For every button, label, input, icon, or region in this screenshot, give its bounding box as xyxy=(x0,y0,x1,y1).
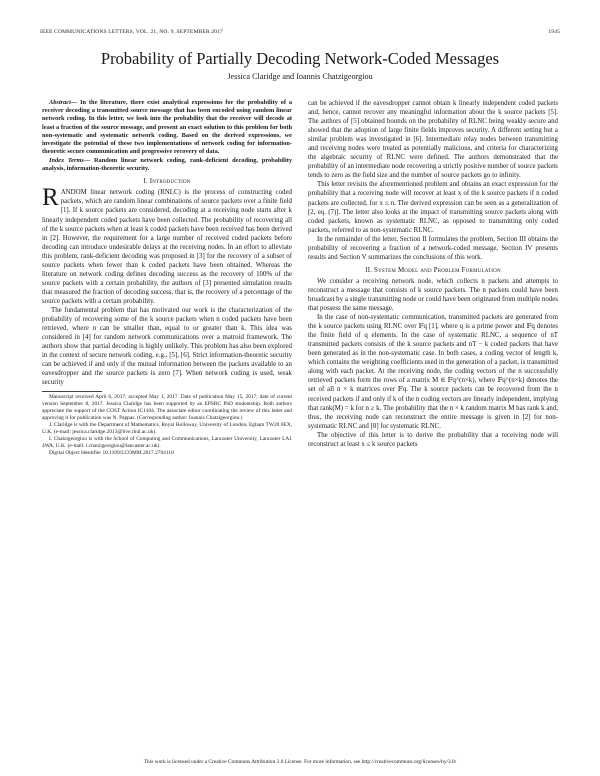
intro-paragraph-1 xyxy=(42,184,292,306)
abstract-lead: Abstract xyxy=(49,99,71,106)
running-header xyxy=(40,29,560,35)
footnote-author-claridge: J. Claridge is with the Department of Mathematics, Royal Holloway, University of London, Egham TW20 0EX, U.K. (e-mail: jessica.claridge.2013@live.rhul.ac.uk). xyxy=(42,422,292,435)
footnote-doi: Digital Object Identifier 10.1109/LCOMM.2017.2704110 xyxy=(49,449,174,456)
index-terms-lead: Index Terms xyxy=(49,156,84,164)
license-notice: This work is licensed under a Creative Commons Attribution 3.0 License. For more information, see http://creativecommons.org/licenses/by/3.0/ xyxy=(143,759,457,765)
paper-title: Probability of Partially Decoding Network-Coded Messages xyxy=(100,49,500,68)
index-terms xyxy=(42,157,292,173)
page-number: 1945 xyxy=(548,29,560,35)
left-column xyxy=(42,99,292,457)
system-paragraph-1: We consider a receiving network node, which collects n packets and attempts to reconstruct a message that consists of k source packets. The n packets could have been broadcast by a single transmitting node or could have been originated from multiple nodes that possess the same message. xyxy=(308,277,558,313)
drop-cap: R xyxy=(42,184,59,212)
intro-paragraph-2: The fundamental problem that has motivated our work is the characterization of the probability of recovering some of the k source packets when n coded packets have been retrieved, where n can be smaller than, equal to or greater than k. This idea was considered in [4] for random network communications over a matroid framework. The authors show that partial decoding is highly unlikely. This problem has also been explored in the context of secure network coding, e.g., [5], [6]. Strict information-theoretic security can be achieved if and only if the mutual information between the packets available to an eavesdropper and the source packets is zero [7]. When network coding is used, weak security xyxy=(42,306,292,387)
system-paragraph-3: The objective of this letter is to derive the probability that a receiving node will reconstruct at least x ≤ k source packets xyxy=(308,431,558,448)
intro-paragraph-4: This letter revisits the aforementioned problem and obtains an exact expression for the probability that a receiving node will recover at least x of the k source packets if n coded packets are collected, for x ≤ n. The derived expression can be seen as a generalization of [2, eq. (7)]. The letter also looks at the impact of transmitting source packets along with coded packets, known as systematic RLNC, as opposed to transmitting only coded packets, referred to as non-systematic RLNC. xyxy=(308,181,558,234)
right-column xyxy=(308,99,558,449)
intro-paragraph-5: In the remainder of the letter, Section II formulates the problem, Section III obtains the probability of recovering a fraction of a network-coded message, Section IV presents results and Section V summarizes the conclusions of this work. xyxy=(308,235,558,261)
footnote-manuscript: Manuscript received April 6, 2017; accepted May 1, 2017. Date of publication May 15, 2017; date of current version September 8, 2017. Jessica Claridge has been supported by an EPSRC PhD studentship. Both authors appreciate the support of the COST Action IC1104. The associate editor coordinating the review of this letter and approving it for publication was N. Pappas. (Corresponding author: Ioannis Chatzigeorgiou.) xyxy=(42,394,292,422)
section-heading-introduction: I. Introduction xyxy=(143,178,191,186)
footnote-author-chatzigeorgiou: I. Chatzigeorgiou is with the School of Computing and Communications, Lancaster University, Lancaster LA1 4WA, U.K. (e-mail: i.chatzigeorgiou@lancaster.ac.uk). xyxy=(42,435,292,449)
index-terms-text: — Random linear network coding, rank-deficient decoding, probability analysis, information-theoretic security. xyxy=(42,156,292,173)
abstract-text: — In the literature, there exist analytical expressions for the probability of a receiver decoding a transmitted source message that has been encoded using random linear network coding. In this letter, we look into the probability that the receiver will decode at least a fraction of the source message, and present an exact solution to this problem for both non-systematic and systematic network coding. Based on the derived expressions, we investigate the potential of these two implementations of network coding for information-theoretic secure communication and progressive recovery of data. xyxy=(42,99,292,156)
paper-authors: Jessica Claridge and Ioannis Chatzigeorgiou xyxy=(227,72,373,81)
intro-paragraph-1-text: ANDOM linear network coding (RNLC) is the process of constructing coded packets, which are random linear combinations of source packets over a finite field [1]. If k source packets are considered, decoding at a receiving node starts after k linearly independent coded packets have been collected. The probability of recovering all of the k source packets when at least k coded packets have been received has been derived in [2]. However, the requirement for a large number of received coded packets before decoding can introduce undesirable delays at the receiving nodes. In an effort to alleviate this problem, rank-deficient decoding was proposed in [3] for the recovery of a subset of source packets when fewer than k coded packets have been obtained. Whereas the literature on network coding defines decoding success as the recovery of 100% of the source packets with a certain probability, the authors of [3] presented simulation results that measured the fraction of decoding success, that is, the recovery of a percentage of the source packets with a certain probability. xyxy=(42,189,292,305)
abstract xyxy=(42,99,292,156)
intro-paragraph-3: can be achieved if the eavesdropper cannot obtain k linearly independent coded packets and, hence, cannot recover any meaningful information about the k source packets [5]. The authors of [5] obtained bounds on the probability of RLNC being weakly secure and showed that the adoption of large finite fields improves security. A different setting but a similar problem was investigated in [6]. Intermediate relay nodes between transmitting and receiving nodes were treated as potentially malicious, and criteria for characterizing the algebraic security of RLNC were defined. The authors demonstrated that the probability of an intermediate node recovering a strictly positive number of source packets tends to zero as the field size and the number of source packets go to infinity. xyxy=(308,100,558,180)
footnote-divider xyxy=(42,391,102,392)
system-paragraph-2: In the case of non-systematic communication, transmitted packets are generated from the k source packets using RLNC over 𝔽q [1], where q is a prime power and 𝔽q denotes the finite field of q elements. In the case of systematic RLNC, a sequence of nT transmitted packets consists of the k source packets and nT − k coded packets that have been generated as in the non-systematic case. In both cases, a coding vector of length k, which contains the weighting coefficients used in the generation of a packet, is transmitted along with each packet. At the receiving node, the coding vectors of the n successfully retrieved packets form the rows of a matrix M ∈ 𝔽q^(n×k), where 𝔽q^(n×k) denotes the set of all n × k matrices over 𝔽q. The k source packets can be recovered from the n received packets if and only if k of the n coding vectors are linearly independent, implying that rank(M) = k for n ≥ k. The probability that the n × k random matrix M has rank k and, thus, the receiving node can reconstruct the entire message is given in [2] for non-systematic RLNC and [8] for systematic RLNC. xyxy=(308,314,558,430)
section-heading-system-model: II. System Model and Problem Formulation xyxy=(365,266,501,274)
journal-header: IEEE COMMUNICATIONS LETTERS, VOL. 21, NO. 9, SEPTEMBER 2017 xyxy=(40,29,223,35)
